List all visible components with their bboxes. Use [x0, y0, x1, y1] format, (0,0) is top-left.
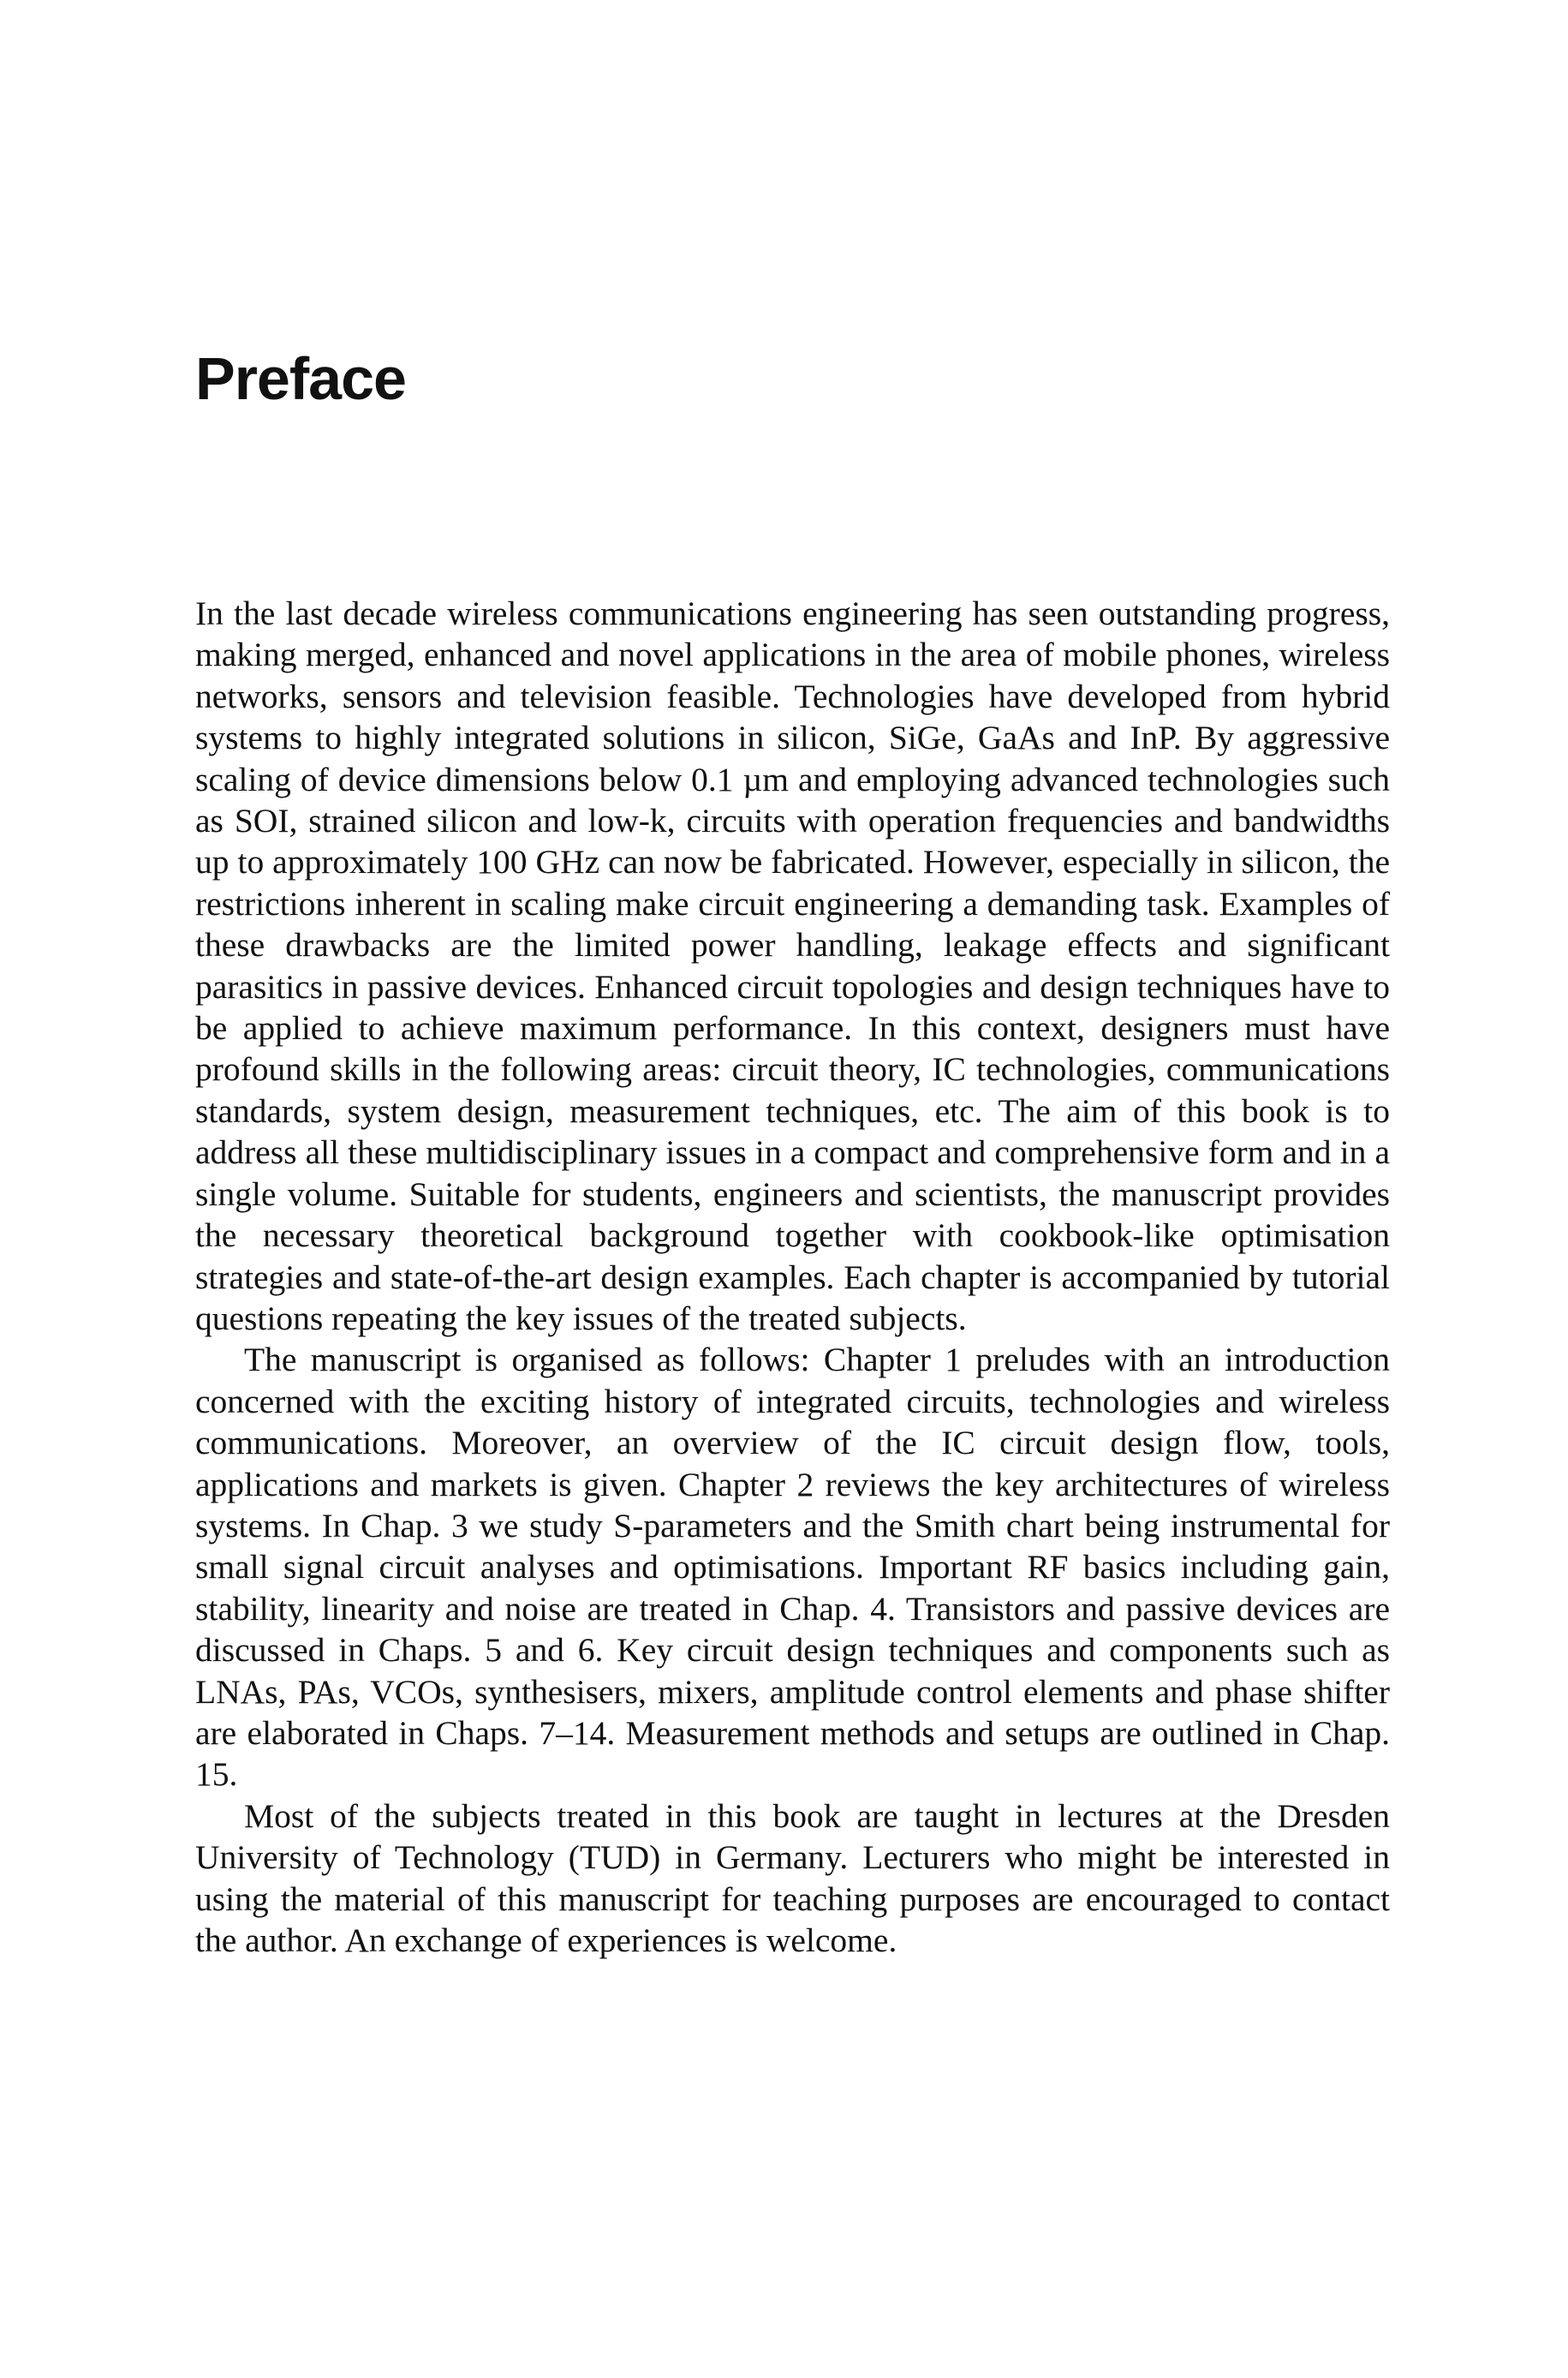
preface-body [195, 593, 1390, 1961]
paragraph-organisation: The manuscript is organised as follows: Chapter 1 preludes with an introduction concerned with the exciting history of integrated circuits, technologies and wireless communications. Moreover, an overview of the IC circuit design flow, tools, applications and markets is given. Chapter 2 reviews the key architectures of wireless systems. In Chap. 3 we study S-parameters and the Smith chart being instrumental for small signal circuit analyses and optimisations. Important RF basics including gain, stability, linearity and noise are treated in Chap. 4. Transistors and passive devices are discussed in Chaps. 5 and 6. Key circuit design techniques and components such as LNAs, PAs, VCOs, synthesisers, mixers, amplitude control elements and phase shifter are elaborated in Chaps. 7–14. Measurement methods and setups are outlined in Chap. 15. [195, 1341, 1390, 1794]
page-title: Preface [195, 345, 406, 412]
paragraph-introduction: In the last decade wireless communications engineering has seen outstanding progress, making merged, enhanced and novel applications in the area of mobile phones, wireless networks, sensors and television feasible. Technologies have developed from hybrid systems to highly integrated solutions in silicon, SiGe, GaAs and InP. By aggressive scaling of device dimensions below 0.1 µm and employing advanced technologies such as SOI, strained silicon and low-k, circuits with operation frequencies and bandwidths up to approximately 100 GHz can now be fabricated. However, especially in silicon, the restrictions inherent in scaling make circuit engineering a demanding task. Examples of these drawbacks are the limited power handling, leakage effects and significant parasitics in passive devices. Enhanced circuit topologies and design techniques have to be applied to achieve maximum performance. In this context, designers must have profound skills in the following areas: circuit theory, IC technologies, communications standards, system design, measurement techniques, etc. The aim of this book is to address all these multidisciplinary issues in a compact and comprehensive form and in a single volume. Suitable for students, engineers and scientists, the manuscript provides the necessary theoretical background together with cookbook-like optimisation strategies and state-of-the-art design examples. Each chapter is accompanied by tutorial questions repeating the key issues of the treated subjects. [195, 594, 1390, 1337]
paragraph-teaching: Most of the subjects treated in this book are taught in lectures at the Dresden University of Technology (TUD) in Germany. Lecturers who might be interested in using the material of this manuscript for teaching purposes are encouraged to contact the author. An exchange of experiences is welcome. [195, 1796, 1390, 1959]
